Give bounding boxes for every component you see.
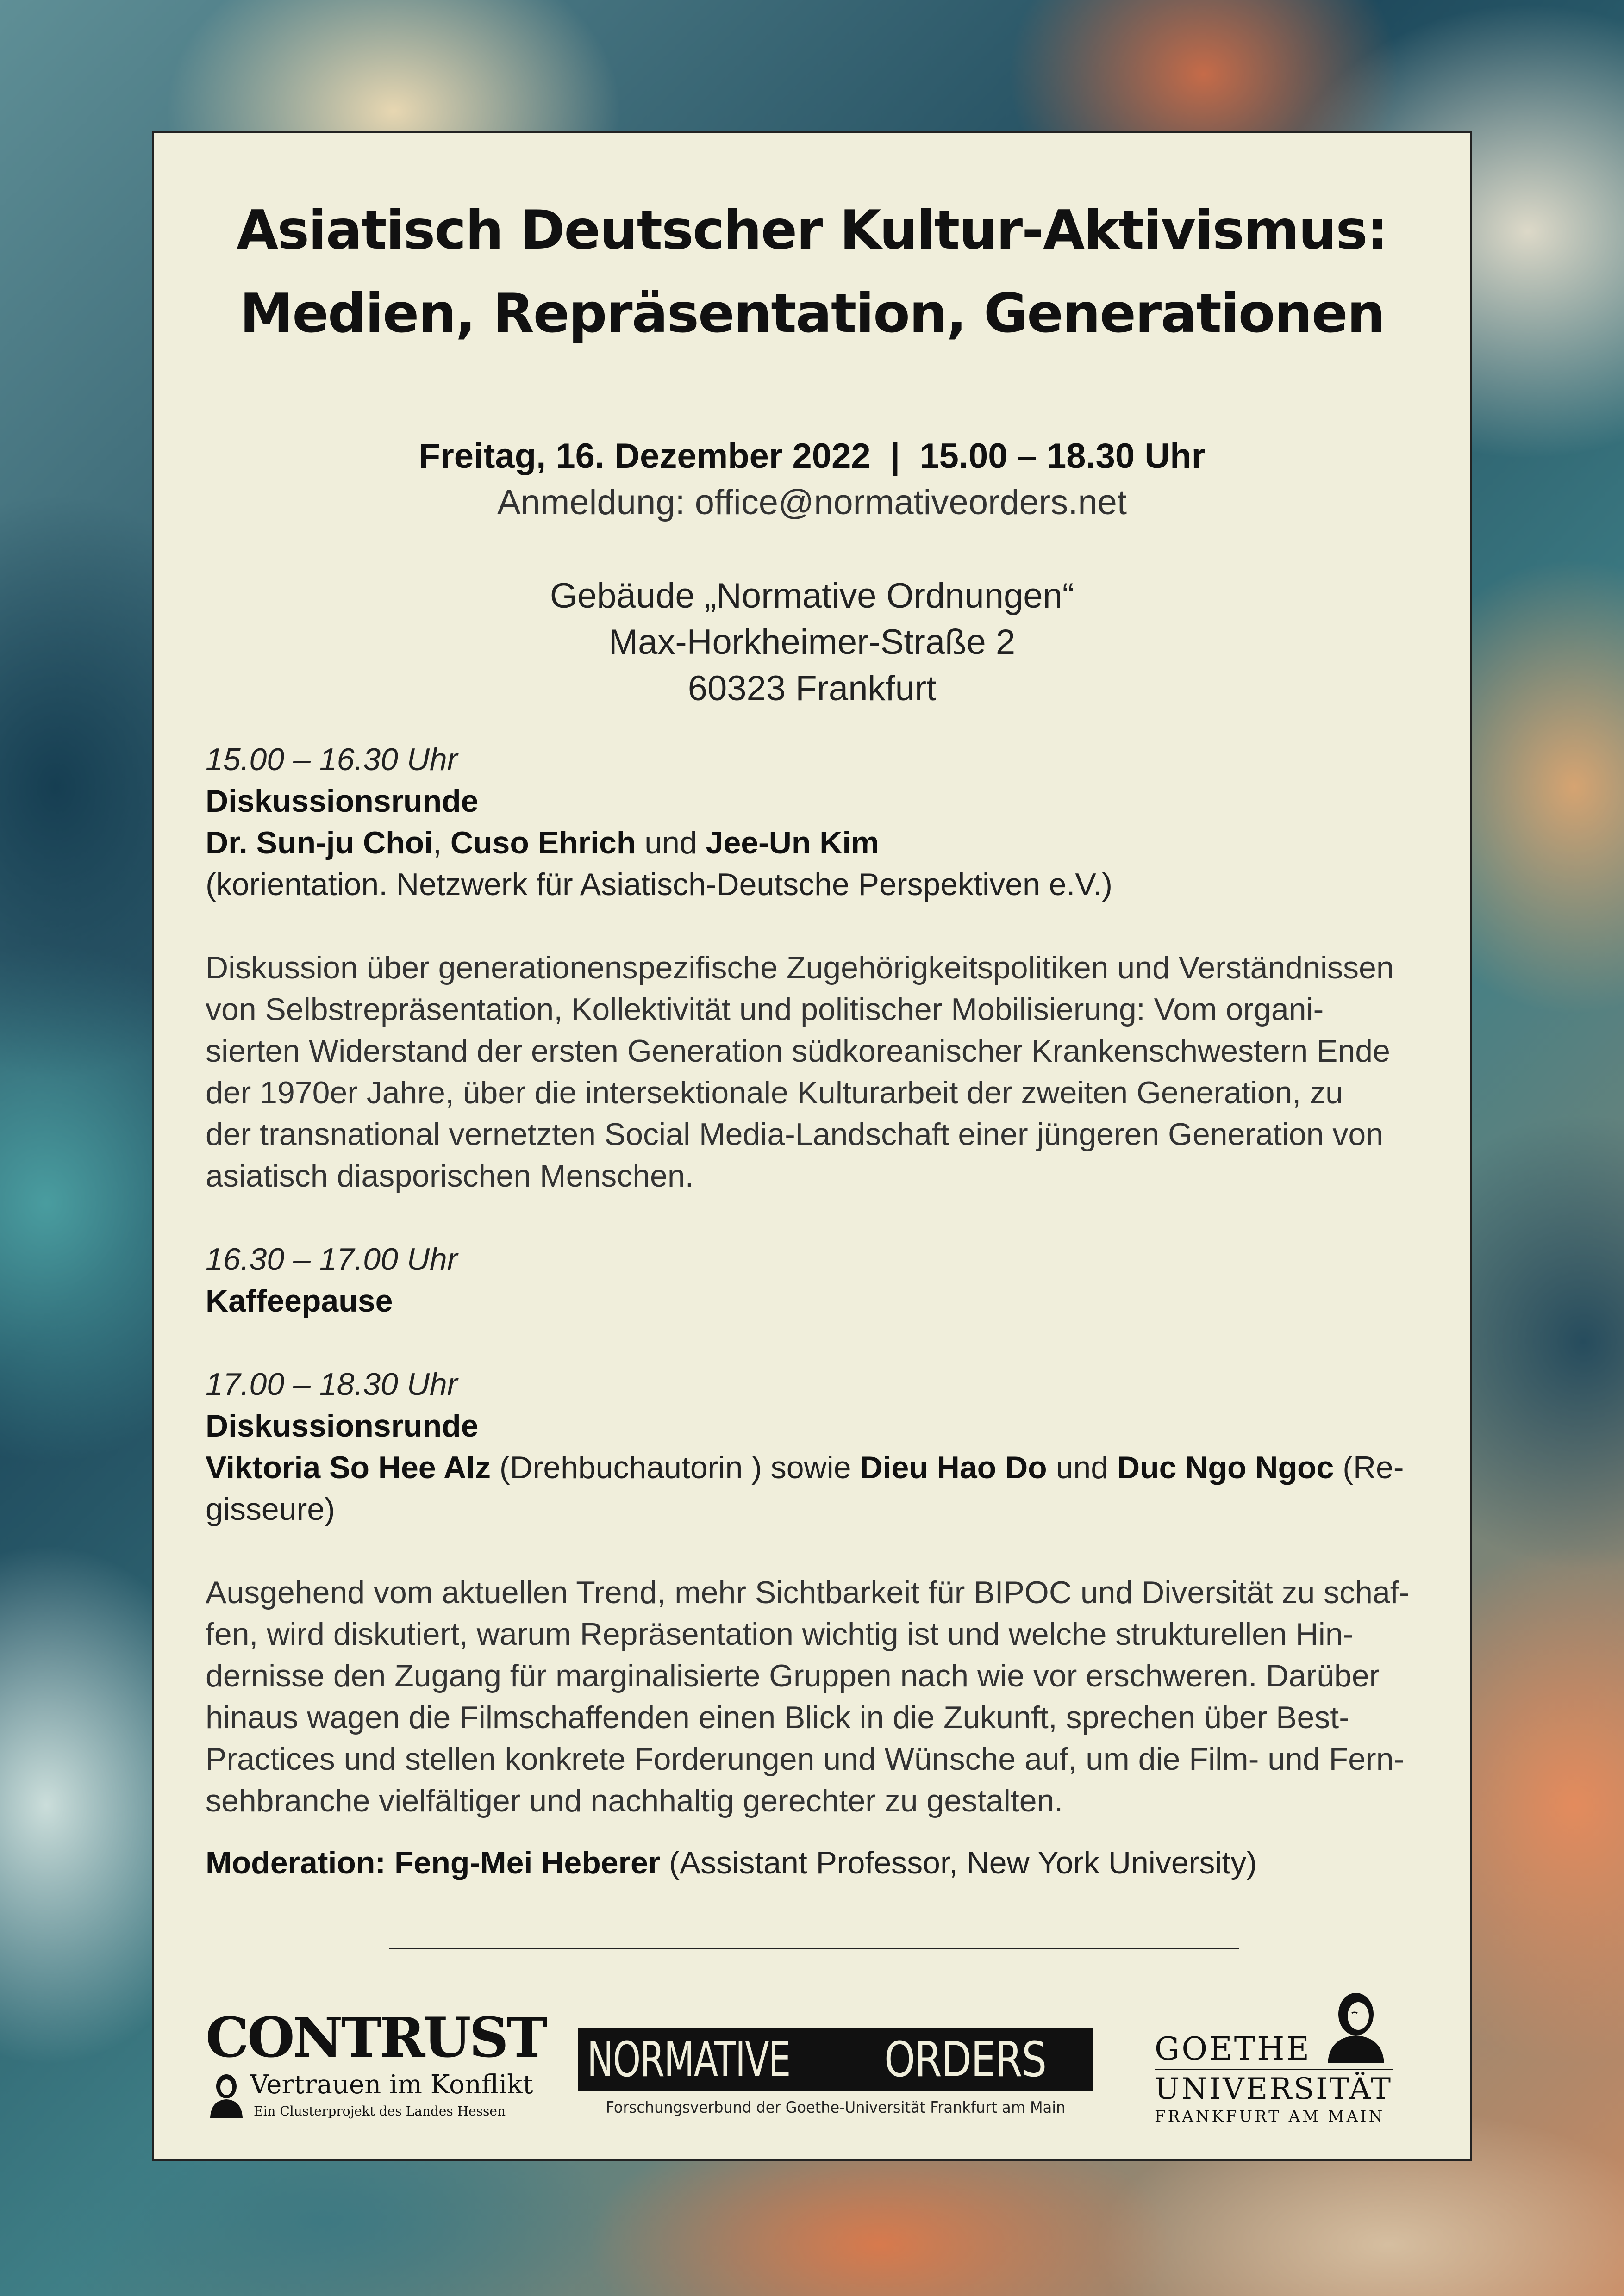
normative-orders-logo xyxy=(578,2028,1096,2121)
goethe-portrait-icon xyxy=(206,2072,247,2118)
program-session-3 xyxy=(206,1363,1428,1822)
normative-orders-left: NORMATIVE xyxy=(587,2031,790,2088)
moderation xyxy=(206,1842,1428,1884)
normative-orders-right: ORDERS xyxy=(884,2031,1046,2088)
session-affiliation: (korientation. Netzwerk für Asiatisch-Deutsche Perspektiven e.V.) xyxy=(206,867,1113,902)
speaker-name: Viktoria So Hee Alz xyxy=(206,1450,491,1485)
goethe-line-1: GOETHE xyxy=(1155,2031,1312,2067)
session-type: Diskussionsrunde xyxy=(206,784,479,819)
description-line: dernisse den Zugang für marginalisierte Gruppen nach wie vor erschweren. Darüber xyxy=(206,1658,1380,1693)
speaker-name: Duc Ngo Ngoc xyxy=(1117,1450,1334,1485)
session-type: Kaffeepause xyxy=(206,1283,393,1319)
goethe-line-2: UNIVERSITÄT xyxy=(1155,2072,1393,2106)
title-line-2: Medien, Repräsentation, Generationen xyxy=(239,282,1385,345)
session-speakers xyxy=(206,822,1428,864)
venue-street: Max-Horkheimer-Straße 2 xyxy=(608,622,1016,662)
description-line: hinaus wagen die Filmschaffenden einen Blick in die Zukunft, sprechen über Best- xyxy=(206,1700,1349,1735)
description-line: fen, wird diskutiert, warum Repräsentation wichtig ist und welche strukturellen Hin- xyxy=(206,1617,1354,1652)
session-time: 16.30 – 17.00 Uhr xyxy=(206,1242,458,1277)
speaker-name: Cuso Ehrich xyxy=(450,825,636,860)
speaker-separator: und xyxy=(636,825,706,860)
speaker-name: Dieu Hao Do xyxy=(860,1450,1047,1485)
footer-divider xyxy=(389,1948,1239,1949)
program-session-1 xyxy=(206,739,1428,1197)
description-line: sehbranche vielfältiger und nachhaltig gerechter zu gestalten. xyxy=(206,1783,1063,1818)
description-line: asiatisch diasporischen Menschen. xyxy=(206,1158,694,1194)
contrust-wordmark: CONTRUST xyxy=(206,2005,546,2070)
speaker-separator: , xyxy=(433,825,450,860)
goethe-line-3: FRANKFURT AM MAIN xyxy=(1155,2107,1385,2126)
description-line: der transnational vernetzten Social Media-Landschaft einer jüngeren Generation von xyxy=(206,1117,1384,1152)
session-speakers xyxy=(206,1447,1428,1488)
event-date-time: Freitag, 16. Dezember 2022 | 15.00 – 18.30 Uhr xyxy=(418,436,1206,476)
poster-title xyxy=(154,189,1470,355)
session-description xyxy=(206,947,1428,1197)
goethe-portrait-icon xyxy=(1321,1989,1391,2063)
session-time: 17.00 – 18.30 Uhr xyxy=(206,1367,458,1402)
description-line: Diskussion über generationenspezifische Zugehörigkeitspolitiken und Verständnissen xyxy=(206,950,1394,985)
speaker-role: (Re- xyxy=(1334,1450,1404,1485)
speaker-separator: und xyxy=(1047,1450,1117,1485)
speaker-role-continued: gisseure) xyxy=(206,1492,335,1527)
description-line: Practices und stellen konkrete Forderungen und Wünsche auf, um die Film- und Fern- xyxy=(206,1742,1405,1777)
description-line: der 1970er Jahre, über die intersektionale Kulturarbeit der zweiten Generation, zu xyxy=(206,1075,1343,1110)
speaker-role: (Drehbuchautorin ) sowie xyxy=(490,1450,860,1485)
normative-orders-sub: Forschungsverbund der Goethe-Universität Frankfurt am Main xyxy=(606,2098,1066,2117)
goethe-universitaet-logo xyxy=(1155,1989,1414,2128)
session-time: 15.00 – 16.30 Uhr xyxy=(206,742,458,777)
description-line: sierten Widerstand der ersten Generation südkoreanischer Krankenschwestern Ende xyxy=(206,1033,1390,1069)
venue-address xyxy=(154,573,1470,712)
registration-email[interactable]: Anmeldung: office@normativeorders.net xyxy=(497,483,1127,522)
goethe-rule xyxy=(1155,2069,1393,2070)
description-line: von Selbstrepräsentation, Kollektivität und politischer Mobilisierung: Vom organi- xyxy=(206,992,1324,1027)
event-poster-card xyxy=(152,131,1472,2161)
description-line: Ausgehend vom aktuellen Trend, mehr Sichtbarkeit für BIPOC und Diversität zu schaf- xyxy=(206,1575,1410,1610)
speaker-name: Jee-Un Kim xyxy=(706,825,879,860)
venue-city: 60323 Frankfurt xyxy=(687,669,937,708)
title-line-1: Asiatisch Deutscher Kultur-Aktivismus: xyxy=(237,199,1387,261)
moderation-label: Moderation: Feng-Mei Heberer xyxy=(206,1845,661,1880)
session-description xyxy=(206,1572,1428,1822)
speaker-name: Dr. Sun-ju Choi xyxy=(206,825,433,860)
session-type: Diskussionsrunde xyxy=(206,1408,479,1444)
contrust-tagline: Vertrauen im Konflikt xyxy=(250,2070,533,2100)
moderation-detail: (Assistant Professor, New York University) xyxy=(660,1845,1257,1880)
venue-building: Gebäude „Normative Ordnungen“ xyxy=(550,576,1074,616)
program-session-2 xyxy=(206,1238,1428,1322)
contrust-logo xyxy=(206,2005,546,2128)
contrust-sub: Ein Clusterprojekt des Landes Hessen xyxy=(254,2103,506,2119)
